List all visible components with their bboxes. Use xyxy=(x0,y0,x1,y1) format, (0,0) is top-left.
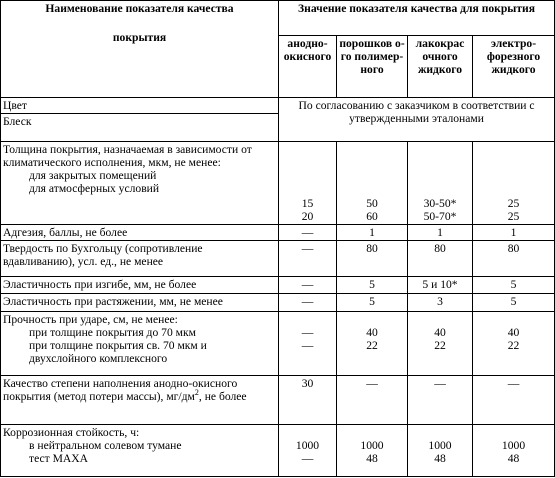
row-corrosion-label xyxy=(1,425,279,477)
adhesion-paint: 1 xyxy=(408,225,473,241)
impact-powder xyxy=(337,312,408,376)
elasticity-bend-anodic: — xyxy=(279,277,337,294)
corrosion-anodic-salt: 1000 xyxy=(295,439,320,452)
row-adhesion-label: Адгезия, баллы, не более xyxy=(1,225,279,241)
header-name-column xyxy=(1,1,279,98)
corrosion-salt-fog: в нейтральном солевом тумане xyxy=(29,439,182,452)
impact-anodic xyxy=(279,312,337,376)
impact-paint-thin: 40 xyxy=(434,326,446,339)
impact-anodic-thick: — xyxy=(301,339,314,352)
elasticity-bend-electro: 5 xyxy=(473,277,555,294)
adhesion-electro: 1 xyxy=(473,225,555,241)
row-gloss-label: Блеск xyxy=(1,114,279,142)
filling-paint: — xyxy=(408,376,473,425)
filling-anodic: 30 xyxy=(279,376,337,425)
impact-powder-thick: 22 xyxy=(366,339,378,352)
impact-powder-thin: 40 xyxy=(366,326,378,339)
corrosion-powder xyxy=(337,425,408,477)
filling-electro: — xyxy=(473,376,555,425)
header-liquid-paint: лакокрас очного жидкого xyxy=(408,36,473,98)
corrosion-powder-maxa: 48 xyxy=(366,452,378,465)
thickness-anodic-outdoor: 20 xyxy=(301,210,314,223)
hardness-paint: 80 xyxy=(408,241,473,277)
filling-label-tail: , не более xyxy=(198,390,247,403)
impact-sub-thick: при толщине покрытия св. 70 мкм и двухслойного комплексного xyxy=(29,339,207,365)
corrosion-paint xyxy=(408,425,473,477)
thickness-powder-indoor: 50 xyxy=(366,197,378,210)
header-value-column: Значение показателя качества для покрытия xyxy=(279,1,555,36)
thickness-outdoor: для атмосферных условий xyxy=(29,182,160,195)
filling-label-superscript: 2 xyxy=(194,388,199,398)
header-electrophoretic: электро-форезного жидкого xyxy=(473,36,555,98)
row-elasticity-bend-label: Эластичность при изгибе, мм, не более xyxy=(1,277,279,294)
agreement-cell: По согласованию с заказчиком в соответствии с утвержденными эталонами xyxy=(279,98,555,142)
hardness-electro: 80 xyxy=(473,241,555,277)
row-elasticity-stretch-label: Эластичность при растяжении, мм, не менее xyxy=(1,294,279,312)
impact-paint xyxy=(408,312,473,376)
elasticity-stretch-paint: 3 xyxy=(408,294,473,312)
filling-label-text: Качество степени наполнения анодно-окисного покрытия (метод потери массы), мг/дм xyxy=(3,377,238,403)
corrosion-anodic-maxa: — xyxy=(301,452,314,465)
impact-anodic-thin: — xyxy=(301,326,314,339)
row-hardness-label: Твердость по Бухгольцу (сопротивление вдавливанию), усл. ед., не менее xyxy=(1,241,279,277)
thickness-paint xyxy=(408,142,473,225)
corrosion-paint-salt: 1000 xyxy=(428,439,452,452)
corrosion-title: Коррозионная стойкость, ч: xyxy=(3,426,140,439)
impact-sub-thin: при толщине покрытия до 70 мкм xyxy=(29,326,196,339)
thickness-title: Толщина покрытия, назначаемая в зависимости от климатического исполнения, мкм, не менее: xyxy=(3,143,252,169)
header-anodic: анодно-окисного xyxy=(279,36,337,98)
hardness-powder: 80 xyxy=(337,241,408,277)
corrosion-electro-salt: 1000 xyxy=(501,439,526,452)
impact-electro xyxy=(473,312,555,376)
thickness-paint-indoor: 30-50* xyxy=(423,197,457,210)
elasticity-bend-paint: 5 и 10* xyxy=(408,277,473,294)
header-name-line1: Наименование показателя качества xyxy=(45,2,234,15)
row-thickness-label xyxy=(1,142,279,225)
thickness-powder-outdoor: 60 xyxy=(366,210,378,223)
corrosion-anodic xyxy=(279,425,337,477)
row-color-label: Цвет xyxy=(1,98,279,114)
header-name-line2: покрытия xyxy=(112,31,167,44)
thickness-anodic-indoor: 15 xyxy=(301,197,314,210)
adhesion-anodic: — xyxy=(279,225,337,241)
thickness-electro-indoor: 25 xyxy=(507,197,520,210)
thickness-indoor: для закрытых помещений xyxy=(29,169,157,182)
filling-powder: — xyxy=(337,376,408,425)
elasticity-bend-powder: 5 xyxy=(337,277,408,294)
impact-title: Прочность при ударе, см, не менее: xyxy=(3,313,178,326)
impact-electro-thin: 40 xyxy=(507,326,520,339)
thickness-anodic xyxy=(279,142,337,225)
hardness-anodic: — xyxy=(279,241,337,277)
elasticity-stretch-electro: 5 xyxy=(473,294,555,312)
corrosion-powder-salt: 1000 xyxy=(360,439,384,452)
corrosion-paint-maxa: 48 xyxy=(434,452,446,465)
row-impact-label xyxy=(1,312,279,376)
thickness-paint-outdoor: 50-70* xyxy=(423,210,457,223)
corrosion-electro xyxy=(473,425,555,477)
thickness-electro-outdoor: 25 xyxy=(507,210,520,223)
elasticity-stretch-anodic: — xyxy=(279,294,337,312)
impact-electro-thick: 22 xyxy=(507,339,520,352)
impact-paint-thick: 22 xyxy=(434,339,446,352)
elasticity-stretch-powder: 5 xyxy=(337,294,408,312)
thickness-powder xyxy=(337,142,408,225)
header-powder-polymer: порошков о-го полимер-ного xyxy=(337,36,408,98)
adhesion-powder: 1 xyxy=(337,225,408,241)
thickness-electro xyxy=(473,142,555,225)
corrosion-maxa-test: тест МАХА xyxy=(29,452,89,465)
row-filling-label xyxy=(1,376,279,425)
corrosion-electro-maxa: 48 xyxy=(507,452,520,465)
